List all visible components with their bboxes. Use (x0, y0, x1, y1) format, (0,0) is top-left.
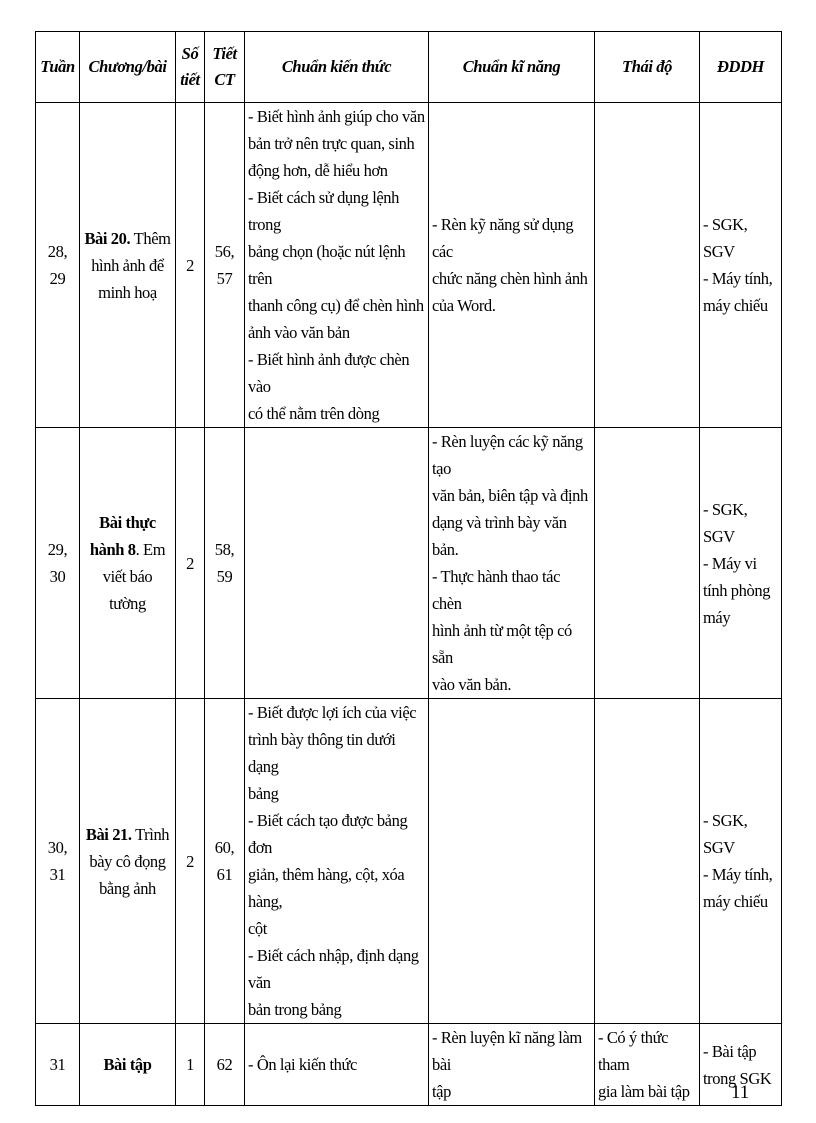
skills-cell (429, 699, 595, 1024)
week-cell (36, 428, 80, 699)
lesson-cell (80, 699, 176, 1024)
period-number-cell (205, 103, 245, 428)
knowledge-cell (245, 1024, 429, 1106)
table-row (36, 699, 782, 1024)
week-cell-line: 29, (47, 540, 68, 559)
period-number-cell-line: 56, (214, 242, 235, 261)
header-so-tiet-line-2: tiết (180, 70, 200, 89)
header-chuan-kien-thuc: Chuẩn kiến thức (245, 32, 429, 103)
knowledge-cell-line: - Biết được lợi ích của việc (248, 703, 417, 722)
header-chuong-bai: Chương/bài (80, 32, 176, 103)
week-cell-line: 31 (49, 865, 66, 884)
header-so-tiet-line-1: Số (181, 44, 199, 63)
teaching-aids-cell (700, 103, 782, 428)
week-cell (36, 103, 80, 428)
period-count-cell: 1 (176, 1024, 205, 1106)
lesson-title-bold: Bài tập (103, 1055, 152, 1074)
teaching-aids-cell-line: tính phòng (703, 580, 771, 600)
skills-cell-line: vào văn bản. (432, 675, 512, 694)
week-cell (36, 1024, 80, 1106)
table-row (36, 103, 782, 428)
teaching-aids-cell-line: máy (703, 607, 731, 627)
week-cell-line: 30, (47, 838, 68, 857)
knowledge-cell-line: bảng (248, 784, 279, 803)
period-number-cell (205, 1024, 245, 1106)
knowledge-cell-line: - Ôn lại kiến thức (248, 1055, 357, 1074)
period-number-cell (205, 428, 245, 699)
knowledge-cell-line: bảng chọn (hoặc nút lệnh trên (248, 242, 406, 288)
period-count-cell: 2 (176, 699, 205, 1024)
knowledge-cell-line: - Biết hình ảnh được chèn vào (248, 350, 410, 396)
skills-cell-line: văn bản, biên tập và định (432, 486, 588, 505)
lesson-cell (80, 428, 176, 699)
knowledge-cell-line: có thể nằm trên dòng (248, 404, 380, 423)
lesson-title-rest: Thêm hình ảnh để minh hoạ (91, 228, 171, 302)
lesson-title-rest: . Em viết báo tường (102, 540, 166, 613)
attitude-cell (595, 699, 700, 1024)
header-thai-do: Thái độ (595, 32, 700, 103)
teaching-aids-cell-line: SGV (703, 242, 735, 261)
period-number-cell-line: 60, (214, 838, 235, 857)
skills-cell (429, 103, 595, 428)
knowledge-cell (245, 699, 429, 1024)
knowledge-cell-line: - Biết cách tạo được bảng đơn (248, 811, 408, 857)
period-number-cell-line: 59 (216, 567, 233, 586)
teaching-aids-cell-line: - SGK, (703, 811, 748, 830)
skills-cell-line: dạng và trình bày văn bản. (432, 513, 567, 559)
knowledge-cell-line: - Biết cách nhập, định dạng văn (248, 946, 419, 992)
knowledge-cell (245, 103, 429, 428)
knowledge-cell-line: thanh công cụ) để chèn hình (248, 296, 424, 315)
teaching-aids-cell-line: máy chiếu (703, 296, 768, 315)
page-number: 11 (731, 1082, 750, 1103)
skills-cell-line: - Rèn kỹ năng sử dụng các (432, 215, 574, 261)
skills-cell (429, 428, 595, 699)
lesson-cell (80, 103, 176, 428)
skills-cell-line: - Rèn luyện các kỹ năng tạo (432, 432, 583, 478)
knowledge-cell-line: bản trở nên trực quan, sinh (248, 134, 415, 153)
lesson-cell (80, 1024, 176, 1106)
header-so-tiet (176, 32, 205, 103)
week-cell (36, 699, 80, 1024)
knowledge-cell-line: ảnh vào văn bản (248, 323, 350, 342)
attitude-cell (595, 103, 700, 428)
teaching-aids-cell-line: SGV (703, 838, 735, 857)
knowledge-cell-line: - Biết cách sử dụng lệnh trong (248, 188, 400, 234)
lesson-title-bold: Bài thực hành 8 (89, 513, 156, 559)
week-cell-line: 28, (47, 242, 68, 261)
table-row (36, 1024, 782, 1106)
teaching-aids-cell-line: - Bài tập (703, 1041, 757, 1061)
week-cell-line: 29 (49, 269, 66, 288)
teaching-aids-cell-line: - Máy tính, (703, 865, 773, 884)
header-tiet-ct-line-2: CT (214, 70, 235, 89)
teaching-aids-cell-line: SGV (703, 526, 735, 546)
header-tiet-ct (205, 32, 245, 103)
skills-cell-line: chức năng chèn hình ảnh (432, 269, 588, 288)
period-count-cell: 2 (176, 428, 205, 699)
period-number-cell-line: 61 (216, 865, 233, 884)
knowledge-cell (245, 428, 429, 699)
period-number-cell-line: 57 (216, 269, 233, 288)
teaching-aids-cell-line: - Máy tính, (703, 269, 773, 288)
teaching-aids-cell-line: - Máy vi (703, 553, 757, 573)
period-number-cell-line: 62 (216, 1055, 233, 1074)
lesson-plan-table (35, 31, 782, 1106)
knowledge-cell-line: trình bày thông tin dưới dạng (248, 730, 396, 776)
teaching-aids-cell-line: trong SGK (703, 1068, 772, 1088)
period-number-cell-line: 58, (214, 540, 235, 559)
knowledge-cell-line: giản, thêm hàng, cột, xóa hàng, (248, 865, 405, 911)
knowledge-cell-line: cột (248, 919, 267, 938)
teaching-aids-cell-line: máy chiếu (703, 892, 768, 911)
skills-cell-line: - Thực hành thao tác chèn (432, 567, 561, 613)
skills-cell-line: - Rèn luyện kĩ năng làm bài (432, 1028, 582, 1074)
period-number-cell (205, 699, 245, 1024)
teaching-aids-cell-line: - SGK, (703, 499, 748, 519)
knowledge-cell-line: - Biết hình ảnh giúp cho văn (248, 107, 425, 126)
header-tuan: Tuần (36, 32, 80, 103)
attitude-cell (595, 1024, 700, 1106)
header-tiet-ct-line-1: Tiết (212, 44, 237, 63)
header-dddh: ĐDDH (700, 32, 782, 103)
skills-cell-line: hình ảnh từ một tệp có sẵn (432, 621, 572, 667)
period-count-cell: 2 (176, 103, 205, 428)
lesson-title-bold: Bài 21. (85, 824, 132, 844)
teaching-aids-cell (700, 699, 782, 1024)
header-chuan-ki-nang: Chuẩn kĩ năng (429, 32, 595, 103)
table-row (36, 428, 782, 699)
teaching-aids-cell (700, 428, 782, 699)
skills-cell-line: tập (432, 1082, 451, 1101)
teaching-aids-cell-line: - SGK, (703, 215, 748, 234)
skills-cell (429, 1024, 595, 1106)
attitude-cell-line: gia làm bài tập (598, 1082, 690, 1101)
skills-cell-line: của Word. (432, 296, 496, 315)
attitude-cell (595, 428, 700, 699)
attitude-cell-line: - Có ý thức tham (598, 1028, 669, 1074)
week-cell-line: 30 (49, 567, 66, 586)
knowledge-cell-line: bản trong bảng (248, 1000, 342, 1019)
table-header-row (36, 32, 782, 103)
week-cell-line: 31 (49, 1055, 66, 1074)
lesson-title-bold: Bài 20. (84, 228, 131, 248)
lesson-title-rest: Trình bày cô đọng bằng ảnh (89, 824, 170, 898)
knowledge-cell-line: động hơn, dễ hiểu hơn (248, 161, 388, 180)
